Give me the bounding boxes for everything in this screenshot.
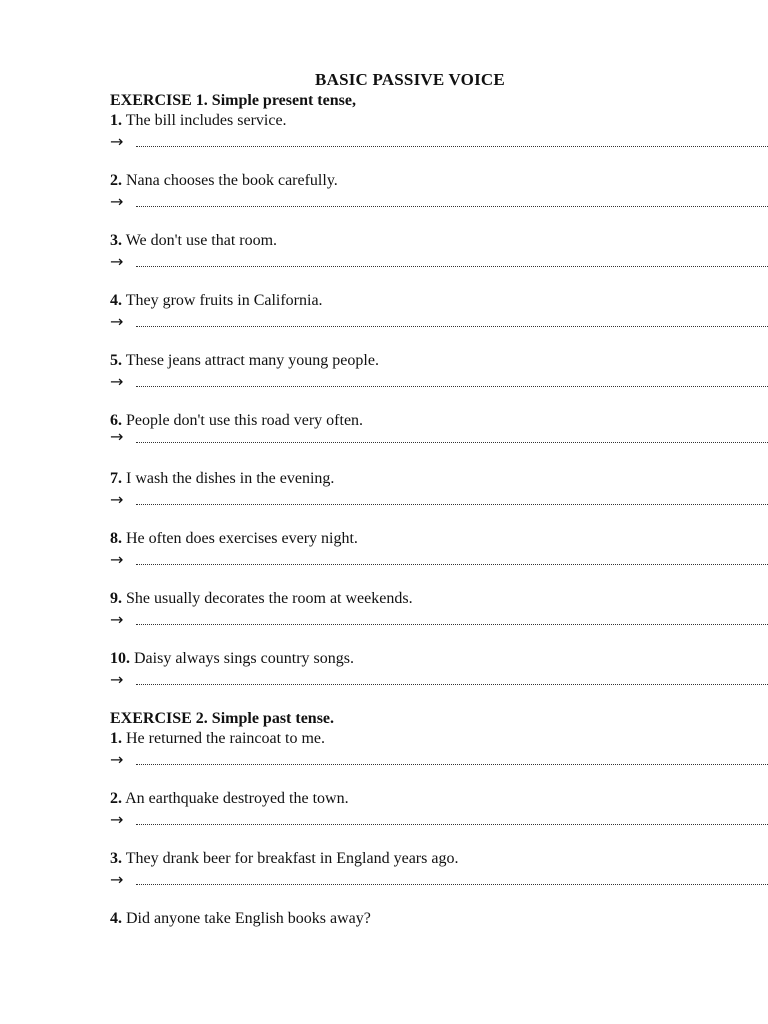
exercise-2-question-4 [110,909,768,929]
dotted-answer-blank[interactable] [136,206,768,207]
exercise-1-question-8 [110,529,768,549]
question-text: People don't use this road very often. [122,412,364,429]
exercise-2-question-1 [110,729,768,749]
exercise-1-question-4 [110,291,768,311]
dotted-answer-blank[interactable] [136,564,768,565]
question-text: She usually decorates the room at weekends. [122,590,413,607]
exercise-1-heading: EXERCISE 1. Simple present tense, [110,92,356,109]
answer-line[interactable] [110,427,768,453]
arrow-right-icon: → [110,750,124,769]
answer-line[interactable] [110,489,768,511]
dotted-answer-blank[interactable] [136,442,768,443]
exercise-2-heading: EXERCISE 2. Simple past tense. [110,710,335,727]
answer-line[interactable] [110,311,768,333]
question-number: 1. [110,112,122,129]
dotted-answer-blank[interactable] [136,266,768,267]
answer-line[interactable] [110,549,768,571]
exercise-1-question-10 [110,649,768,669]
exercise-1-question-1 [110,111,768,131]
exercise-1-question-7 [110,469,768,489]
answer-line[interactable] [110,609,768,631]
question-number: 4. [110,292,122,309]
exercise-1-question-2 [110,171,768,191]
exercise-1-question-6 [110,411,768,431]
dotted-answer-blank[interactable] [136,684,768,685]
answer-line[interactable] [110,749,768,771]
answer-line[interactable] [110,809,768,831]
question-text: He returned the raincoat to me. [122,730,326,747]
arrow-right-icon: → [110,132,124,151]
answer-line[interactable] [110,131,768,153]
arrow-right-icon: → [110,252,124,271]
answer-line[interactable] [110,251,768,273]
page-title: BASIC PASSIVE VOICE [315,70,505,89]
exercise-1-question-3 [110,231,768,251]
question-number: 6. [110,412,122,429]
exercise-2-question-3 [110,849,768,869]
question-text: They grow fruits in California. [122,292,323,309]
answer-line[interactable] [110,371,768,393]
question-text: The bill includes service. [122,112,287,129]
arrow-right-icon: → [110,610,124,629]
arrow-right-icon: → [110,670,124,689]
question-text: Did anyone take English books away? [122,910,371,927]
question-text: They drank beer for breakfast in England years ago. [122,850,459,867]
question-text: I wash the dishes in the evening. [122,470,335,487]
question-text: We don't use that room. [122,232,278,249]
dotted-answer-blank[interactable] [136,326,768,327]
exercise-1-question-5 [110,351,768,371]
dotted-answer-blank[interactable] [136,824,768,825]
arrow-right-icon: → [110,550,124,569]
question-number: 2. [110,172,122,189]
question-number: 3. [110,232,122,249]
answer-line[interactable] [110,869,768,891]
dotted-answer-blank[interactable] [136,146,768,147]
question-number: 4. [110,910,122,927]
dotted-answer-blank[interactable] [136,504,768,505]
question-number: 1. [110,730,122,747]
question-number: 5. [110,352,122,369]
arrow-right-icon: → [110,192,124,211]
answer-line[interactable] [110,669,768,691]
dotted-answer-blank[interactable] [136,386,768,387]
dotted-answer-blank[interactable] [136,624,768,625]
arrow-right-icon: → [110,870,124,889]
arrow-right-icon: → [110,810,124,829]
worksheet-content [110,91,768,929]
arrow-right-icon: → [110,427,124,446]
question-number: 3. [110,850,122,867]
dotted-answer-blank[interactable] [136,884,768,885]
question-text: Nana chooses the book carefully. [122,172,338,189]
dotted-answer-blank[interactable] [136,764,768,765]
answer-line[interactable] [110,191,768,213]
question-number: 9. [110,590,122,607]
arrow-right-icon: → [110,312,124,331]
question-text: Daisy always sings country songs. [130,650,354,667]
question-number: 2. [110,790,122,807]
exercise-2-question-2 [110,789,768,809]
question-number: 10. [110,650,130,667]
arrow-right-icon: → [110,372,124,391]
arrow-right-icon: → [110,490,124,509]
exercise-1-question-9 [110,589,768,609]
question-number: 7. [110,470,122,487]
question-text: These jeans attract many young people. [122,352,379,369]
question-number: 8. [110,530,122,547]
question-text: He often does exercises every night. [122,530,358,547]
question-text: An earthquake destroyed the town. [122,790,349,807]
